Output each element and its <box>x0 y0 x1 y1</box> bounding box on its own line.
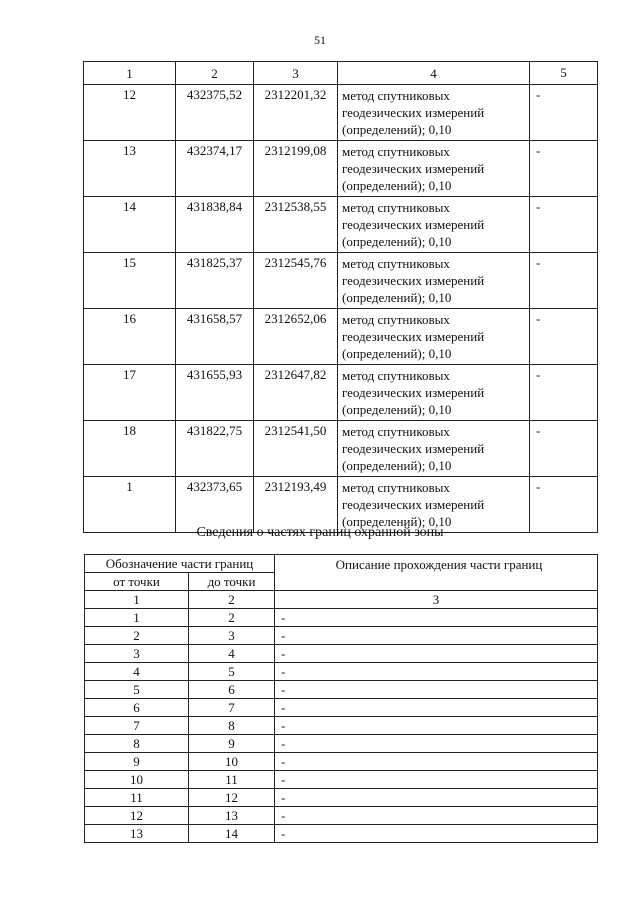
coordinate-y: 2312652,06 <box>254 309 338 365</box>
point-note: - <box>530 253 598 309</box>
point-number: 13 <box>84 141 176 197</box>
from-point: 7 <box>85 717 189 735</box>
table-row <box>84 197 598 253</box>
part-description: - <box>275 735 598 753</box>
method-line: (определений); 0,10 <box>342 346 452 361</box>
table-row <box>85 771 598 789</box>
method-line: метод спутниковых <box>342 480 450 495</box>
table-row <box>85 663 598 681</box>
column-number-5: 5 <box>530 62 598 85</box>
coordinate-x: 431822,75 <box>176 421 254 477</box>
coordinate-x: 432375,52 <box>176 85 254 141</box>
method-line: геодезических измерений <box>342 217 485 232</box>
description-header: Описание прохождения части границ <box>275 555 598 591</box>
designation-header: Обозначение части границ <box>85 555 275 573</box>
from-point: 1 <box>85 609 189 627</box>
part-description: - <box>275 609 598 627</box>
section-title: Сведения о частях границ охранной зоны <box>196 525 444 540</box>
method-line: метод спутниковых <box>342 256 450 271</box>
method-line: геодезических измерений <box>342 273 485 288</box>
column-number-4: 4 <box>338 62 530 85</box>
from-point: 11 <box>85 789 189 807</box>
part-description: - <box>275 753 598 771</box>
table-row <box>85 825 598 843</box>
table-row <box>85 609 598 627</box>
table-row <box>85 681 598 699</box>
table-row <box>85 699 598 717</box>
column-number-3: 3 <box>254 62 338 85</box>
page-number: 51 <box>314 33 326 47</box>
to-point: 2 <box>189 609 275 627</box>
method-description <box>338 421 530 477</box>
to-point: 11 <box>189 771 275 789</box>
point-note: - <box>530 141 598 197</box>
coordinate-x: 431658,57 <box>176 309 254 365</box>
coordinate-y: 2312647,82 <box>254 365 338 421</box>
to-point: 12 <box>189 789 275 807</box>
to-point: 14 <box>189 825 275 843</box>
method-line: (определений); 0,10 <box>342 402 452 417</box>
method-line: (определений); 0,10 <box>342 290 452 305</box>
from-point: 2 <box>85 627 189 645</box>
column-number-2: 2 <box>176 62 254 85</box>
table-row <box>85 645 598 663</box>
part-description: - <box>275 789 598 807</box>
method-line: геодезических измерений <box>342 385 485 400</box>
method-line: метод спутниковых <box>342 312 450 327</box>
coordinate-x: 432374,17 <box>176 141 254 197</box>
part-description: - <box>275 771 598 789</box>
to-point: 13 <box>189 807 275 825</box>
method-line: (определений); 0,10 <box>342 122 452 137</box>
table-row <box>84 365 598 421</box>
table-row <box>85 717 598 735</box>
from-point: 9 <box>85 753 189 771</box>
column-number-1: 1 <box>84 62 176 85</box>
from-point: 10 <box>85 771 189 789</box>
method-line: метод спутниковых <box>342 200 450 215</box>
table-row <box>85 627 598 645</box>
coordinate-y: 2312541,50 <box>254 421 338 477</box>
method-description <box>338 141 530 197</box>
method-line: (определений); 0,10 <box>342 458 452 473</box>
method-description <box>338 85 530 141</box>
coordinate-y: 2312193,49 <box>254 477 338 533</box>
part-description: - <box>275 699 598 717</box>
from-point: 6 <box>85 699 189 717</box>
to-point: 5 <box>189 663 275 681</box>
coordinate-y: 2312199,08 <box>254 141 338 197</box>
coordinate-x: 431838,84 <box>176 197 254 253</box>
coordinate-x: 431825,37 <box>176 253 254 309</box>
column-number-1: 1 <box>85 591 189 609</box>
to-point: 10 <box>189 753 275 771</box>
from-point-header: от точки <box>85 573 189 591</box>
from-point: 12 <box>85 807 189 825</box>
method-line: (определений); 0,10 <box>342 234 452 249</box>
table-row <box>84 253 598 309</box>
part-description: - <box>275 807 598 825</box>
table-header-row <box>84 62 598 85</box>
part-description: - <box>275 663 598 681</box>
method-description <box>338 309 530 365</box>
table-row <box>84 421 598 477</box>
point-note: - <box>530 365 598 421</box>
table-row <box>84 309 598 365</box>
to-point: 6 <box>189 681 275 699</box>
from-point: 5 <box>85 681 189 699</box>
column-number-2: 2 <box>189 591 275 609</box>
method-description <box>338 253 530 309</box>
method-line: метод спутниковых <box>342 144 450 159</box>
coordinate-x: 431655,93 <box>176 365 254 421</box>
point-note: - <box>530 421 598 477</box>
point-number: 1 <box>84 477 176 533</box>
method-description <box>338 365 530 421</box>
method-description <box>338 197 530 253</box>
point-note: - <box>530 85 598 141</box>
table-row <box>84 85 598 141</box>
point-number: 16 <box>84 309 176 365</box>
part-description: - <box>275 717 598 735</box>
part-description: - <box>275 627 598 645</box>
to-point: 4 <box>189 645 275 663</box>
column-numbers-row <box>85 591 598 609</box>
method-line: геодезических измерений <box>342 105 485 120</box>
coordinates-table <box>83 61 598 533</box>
from-point: 4 <box>85 663 189 681</box>
part-description: - <box>275 681 598 699</box>
point-note: - <box>530 309 598 365</box>
point-number: 15 <box>84 253 176 309</box>
table-row <box>84 141 598 197</box>
coordinate-y: 2312538,55 <box>254 197 338 253</box>
table-row <box>85 753 598 771</box>
point-number: 12 <box>84 85 176 141</box>
to-point: 8 <box>189 717 275 735</box>
boundary-parts-table <box>84 554 598 843</box>
method-line: метод спутниковых <box>342 368 450 383</box>
from-point: 3 <box>85 645 189 663</box>
point-note: - <box>530 197 598 253</box>
from-point: 8 <box>85 735 189 753</box>
to-point: 7 <box>189 699 275 717</box>
to-point: 9 <box>189 735 275 753</box>
method-line: геодезических измерений <box>342 497 485 512</box>
table-header-row <box>85 555 598 573</box>
coordinate-x: 432373,65 <box>176 477 254 533</box>
method-line: метод спутниковых <box>342 88 450 103</box>
coordinate-y: 2312201,32 <box>254 85 338 141</box>
point-number: 17 <box>84 365 176 421</box>
part-description: - <box>275 645 598 663</box>
table-row <box>85 789 598 807</box>
point-number: 14 <box>84 197 176 253</box>
table-row <box>85 807 598 825</box>
point-note: - <box>530 477 598 533</box>
method-line: геодезических измерений <box>342 329 485 344</box>
method-line: геодезических измерений <box>342 441 485 456</box>
method-line: метод спутниковых <box>342 424 450 439</box>
to-point: 3 <box>189 627 275 645</box>
table-row <box>85 735 598 753</box>
method-line: (определений); 0,10 <box>342 178 452 193</box>
from-point: 13 <box>85 825 189 843</box>
coordinate-y: 2312545,76 <box>254 253 338 309</box>
method-line: геодезических измерений <box>342 161 485 176</box>
to-point-header: до точки <box>189 573 275 591</box>
point-number: 18 <box>84 421 176 477</box>
column-number-3: 3 <box>275 591 598 609</box>
method-line: (определений); 0,10 <box>342 514 452 529</box>
part-description: - <box>275 825 598 843</box>
